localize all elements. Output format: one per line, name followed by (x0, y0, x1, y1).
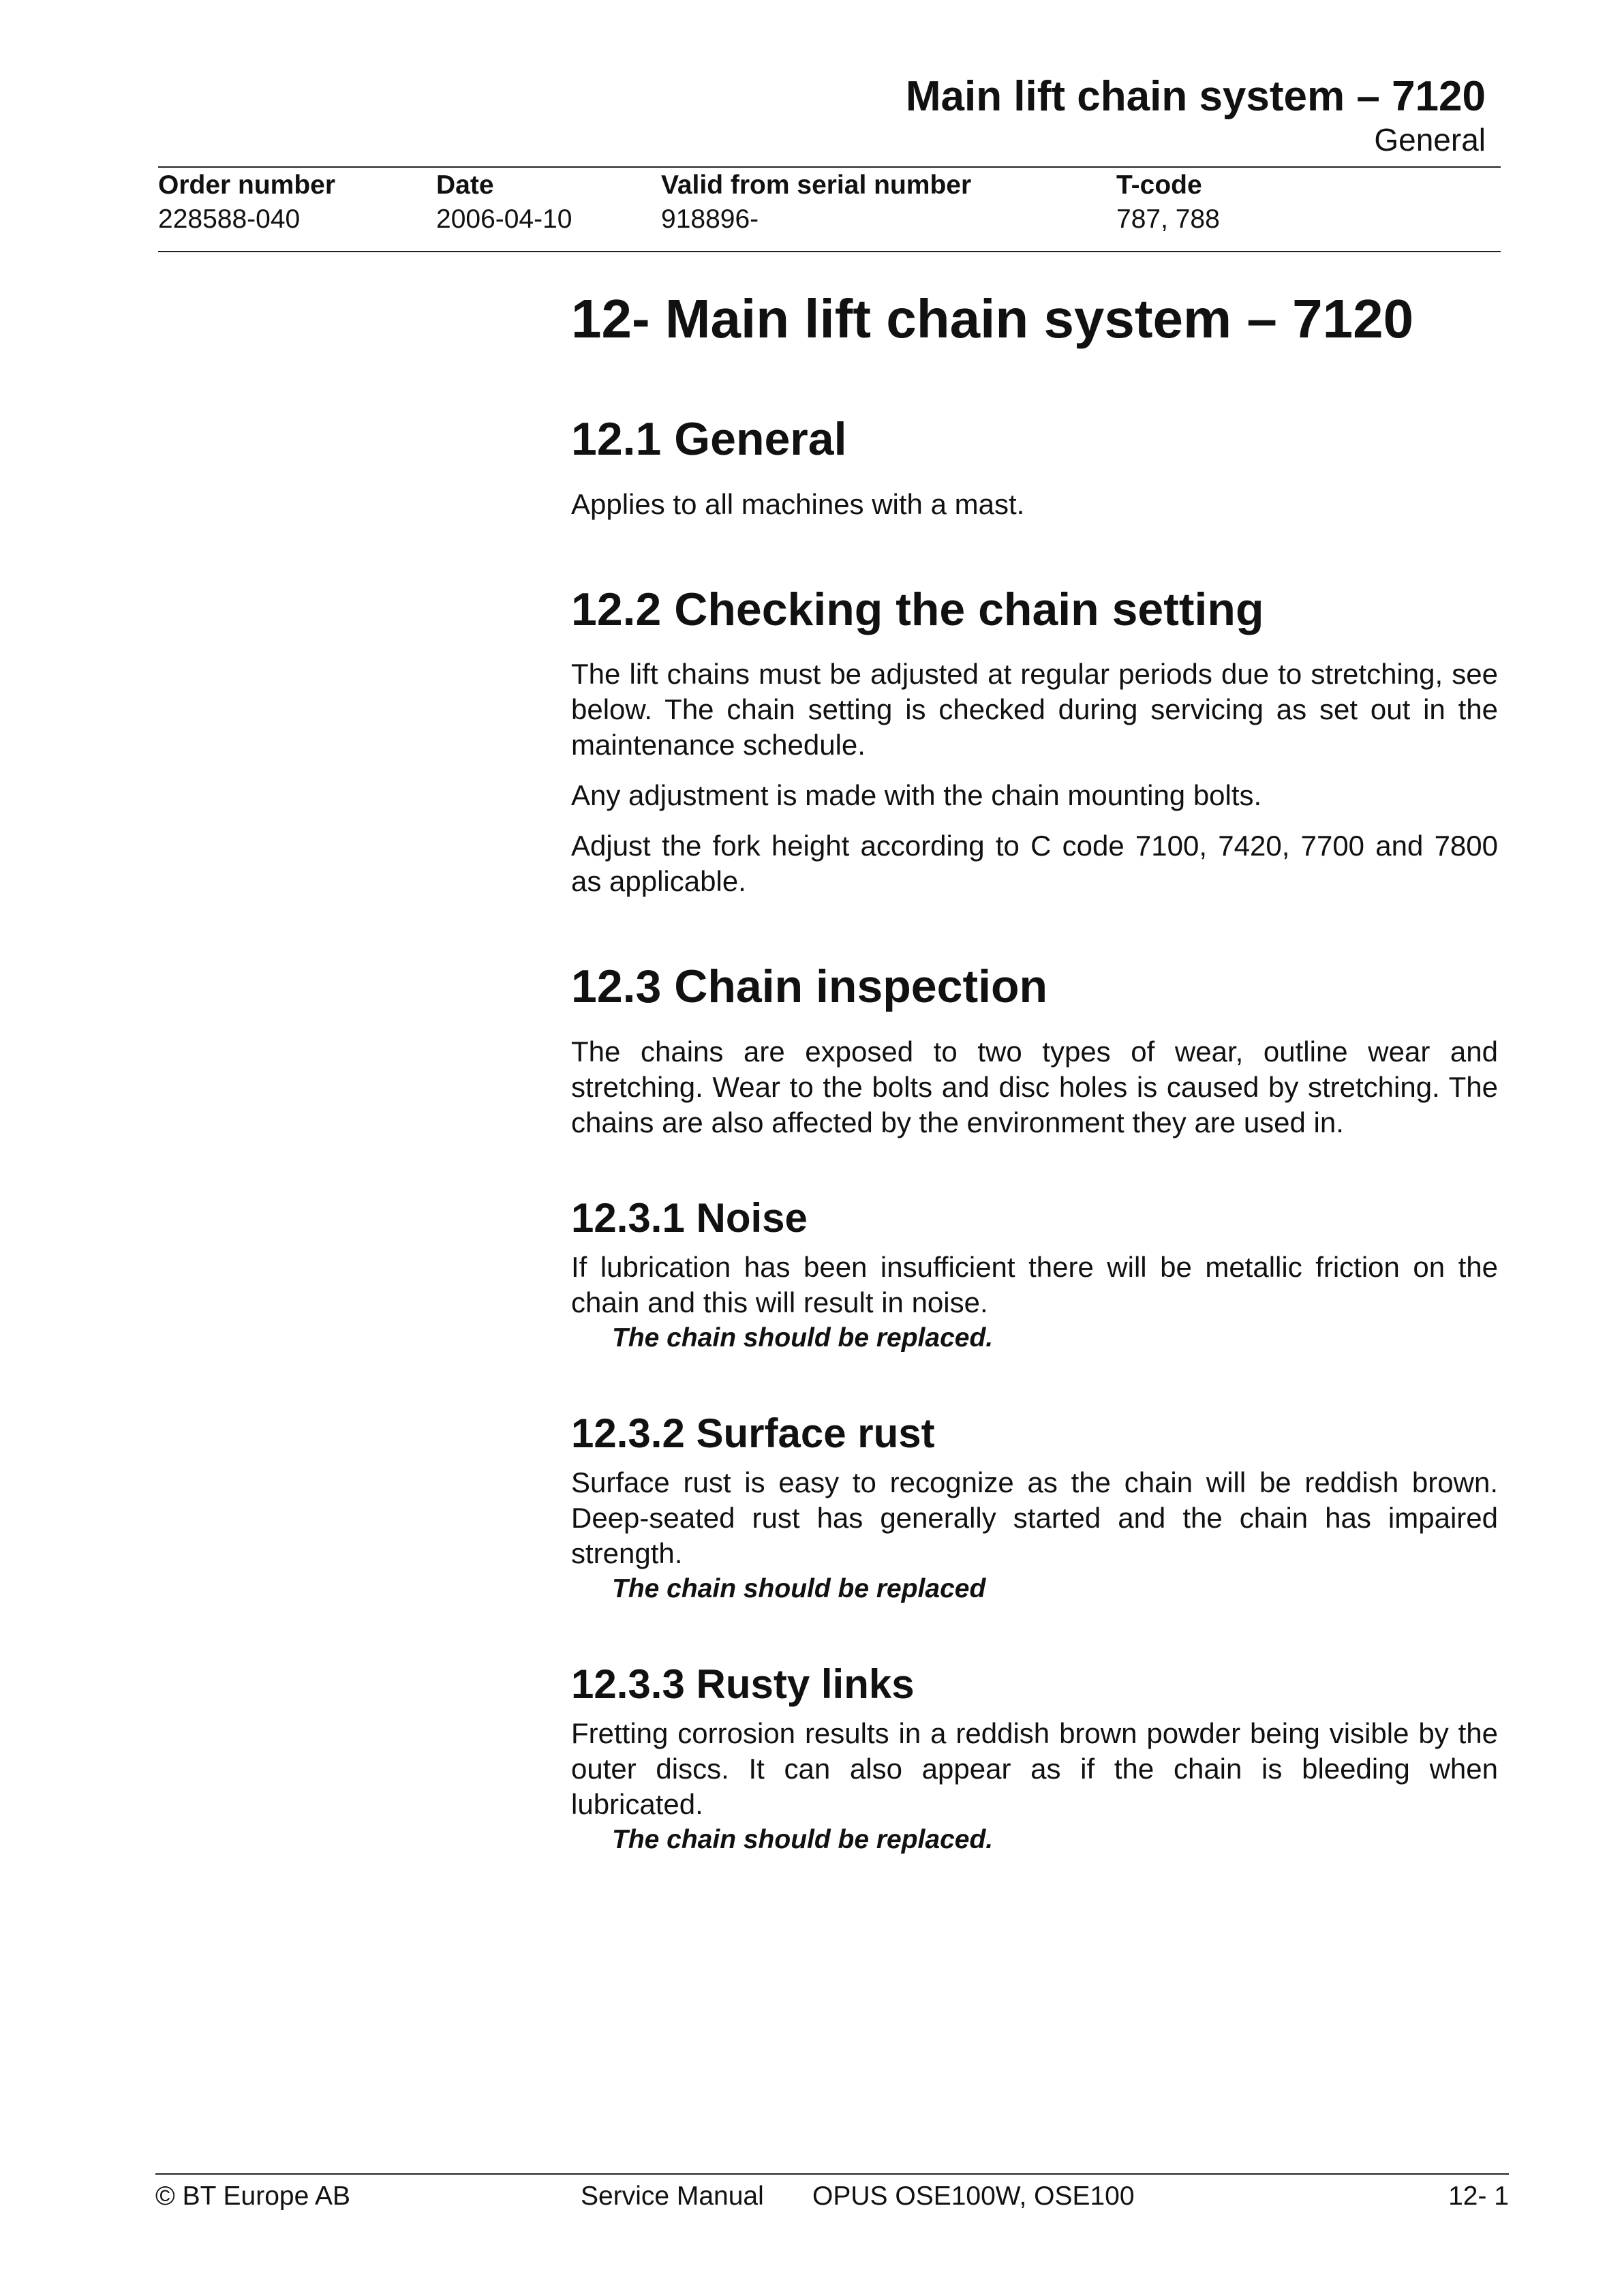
footer-page-number: 12- 1 (1448, 2181, 1509, 2211)
replacement-note: The chain should be replaced. (612, 1824, 994, 1854)
meta-label-t-code: T-code (1116, 170, 1202, 200)
paragraph: If lubrication has been insufficient there will be metallic friction on the chain and this will result in noise. (571, 1250, 1498, 1318)
page-header-title: Main lift chain system – 7120 (905, 73, 1486, 120)
replacement-note: The chain should be replaced. (612, 1323, 994, 1353)
paragraph: Applies to all machines with a mast. (571, 487, 1025, 520)
paragraph: Adjust the fork height according to C code 7100, 7420, 7700 and 7800 as applicable. (571, 830, 1498, 898)
footer-copyright: © BT Europe AB (155, 2181, 351, 2211)
footer-manual: Service Manual (581, 2181, 764, 2211)
chapter-title: 12- Main lift chain system – 7120 (571, 288, 1414, 349)
meta-value-t-code: 787, 788 (1116, 205, 1220, 234)
paragraph: The chains are exposed to two types of wear, outline wear and stretching. Wear to the bolts and disc holes is caused by stretching. The chains are also affected by the environment they are used in. (571, 1035, 1498, 1138)
footer-rule (155, 2173, 1509, 2175)
paragraph: The lift chains must be adjusted at regular periods due to stretching, see below. The chain setting is checked during servicing as set out in the maintenance schedule. (571, 658, 1498, 761)
page-header-subtitle: General (1374, 122, 1486, 157)
header-bottom-rule (158, 251, 1501, 252)
meta-label-date: Date (436, 170, 494, 200)
replacement-note: The chain should be replaced (612, 1573, 986, 1603)
footer-model: OPUS OSE100W, OSE100 (812, 2181, 1135, 2211)
meta-value-valid-from: 918896- (661, 205, 759, 234)
paragraph: Surface rust is easy to recognize as the chain will be reddish brown. Deep-seated rust has generally started and the chain has impaired strength. (571, 1466, 1498, 1569)
section-heading-chain-inspection: 12.3 Chain inspection (571, 961, 1048, 1013)
meta-value-order-number: 228588-040 (158, 205, 301, 234)
paragraph: Any adjustment is made with the chain mounting bolts. (571, 779, 1262, 812)
paragraph: Fretting corrosion results in a reddish brown powder being visible by the outer discs. It can also appear as if the chain is bleeding when lubricated. (571, 1717, 1498, 1820)
document-body (571, 286, 1498, 1858)
subsection-heading-noise: 12.3.1 Noise (571, 1194, 808, 1241)
meta-label-valid-from: Valid from serial number (661, 170, 972, 200)
header-top-rule (158, 166, 1501, 168)
section-heading-checking-chain-setting: 12.2 Checking the chain setting (571, 583, 1264, 635)
meta-value-date: 2006-04-10 (436, 205, 572, 234)
meta-label-order-number: Order number (158, 170, 336, 200)
section-heading-general: 12.1 General (571, 413, 847, 465)
subsection-heading-surface-rust: 12.3.2 Surface rust (571, 1410, 935, 1456)
subsection-heading-rusty-links: 12.3.3 Rusty links (571, 1661, 915, 1707)
